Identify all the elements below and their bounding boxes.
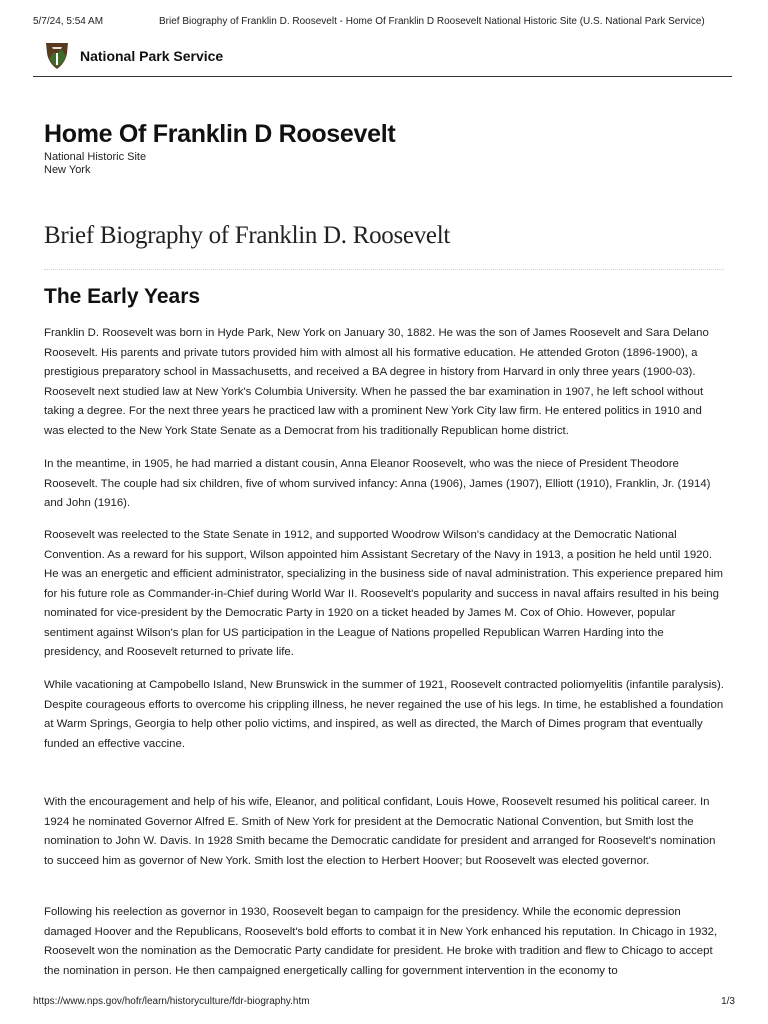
page-heading: Brief Biography of Franklin D. Roosevelt <box>44 222 450 249</box>
body-paragraph: While vacationing at Campobello Island, New Brunswick in the summer of 1921, Roosevelt contracted poliomyelitis (infantile paralysis). Despite courageous efforts to overcome his crippling illness, he never regained the use of his legs. In time, he established a foundation at Warm Springs, Georgia to help other polio victims, and inspired, as well as directed, the March of Dimes program that eventually funded an effective vaccine. <box>44 679 724 750</box>
park-state: New York <box>44 164 91 176</box>
nps-brand-link[interactable]: National Park Service <box>80 48 224 64</box>
park-title[interactable]: Home Of Franklin D Roosevelt <box>44 120 396 148</box>
body-paragraph: Franklin D. Roosevelt was born in Hyde Park, New York on January 30, 1882. He was the son of James Roosevelt and Sara Delano Roosevelt. His parents and private tutors provided him with almost all his formative education. He attended Groton (1896-1900), a prestigious preparatory school in Massachusetts, and received a BA degree in history from Harvard in only three years (1900-03). Roosevelt next studied law at New York's Columbia University. When he passed the bar examination in 1907, he left school without taking a degree. For the next three years he practiced law with a prominent New York City law firm. He entered politics in 1910 and was elected to the New York State Senate as a Democrat from his traditionally Republican home district. <box>44 327 709 437</box>
heading-divider <box>44 269 724 270</box>
body-paragraph: Following his reelection as governor in 1930, Roosevelt began to campaign for the presidency. While the economic depression damaged Hoover and the Republicans, Roosevelt's bold efforts to combat it in New York enhanced his reputation. In Chicago in 1932, Roosevelt won the nomination as the Democratic Party candidate for president. He broke with tradition and flew to Chicago to accept the nomination in person. He then campaigned energetically calling for government intervention in the economy to <box>44 906 718 977</box>
section-heading: The Early Years <box>44 285 201 308</box>
print-footer <box>33 996 735 1010</box>
nps-header-bar <box>33 38 732 77</box>
print-page-number: 1/3 <box>721 996 735 1007</box>
body-paragraph: Roosevelt was reelected to the State Senate in 1912, and supported Woodrow Wilson's candidacy at the Democratic National Convention. As a reward for his support, Wilson appointed him Assistant Secretary of the Navy in 1913, a position he held until 1920. He was an energetic and efficient administrator, specializing in the business side of naval administration. This experience prepared him for his future role as Commander-in-Chief during World War II. Roosevelt's popularity and success in naval affairs resulted in his being nominated for vice-president by the Democratic Party in 1920 on a ticket headed by James M. Cox of Ohio. However, popular sentiment against Wilson's plan for US participation in the League of Nations propelled Republican Warren Harding into the presidency, and Roosevelt returned to private life. <box>44 529 723 658</box>
body-paragraph: In the meantime, in 1905, he had married a distant cousin, Anna Eleanor Roosevelt, who was the niece of President Theodore Roosevelt. The couple had six children, five of whom survived infancy: Anna (1906), James (1907), Elliott (1910), Franklin, Jr. (1914) and John (1916). <box>44 458 711 509</box>
nps-arrowhead-icon[interactable] <box>45 40 69 70</box>
print-document-title: Brief Biography of Franklin D. Roosevelt - Home Of Franklin D Roosevelt National Historic Site (U.S. National Park Service) <box>159 16 705 27</box>
print-datetime: 5/7/24, 5:54 AM <box>33 16 104 27</box>
print-url: https://www.nps.gov/hofr/learn/historyculture/fdr-biography.htm <box>33 996 310 1007</box>
print-header <box>33 16 728 30</box>
park-designation: National Historic Site <box>44 151 147 163</box>
body-paragraph: With the encouragement and help of his wife, Eleanor, and political confidant, Louis Howe, Roosevelt resumed his political career. In 1924 he nominated Governor Alfred E. Smith of New York for president at the Democratic National Convention, but Smith lost the nomination to John W. Davis. In 1928 Smith became the Democratic candidate for president and arranged for Roosevelt's nomination to succeed him as governor of New York. Smith lost the election to Herbert Hoover; but Roosevelt was elected governor. <box>44 796 716 867</box>
